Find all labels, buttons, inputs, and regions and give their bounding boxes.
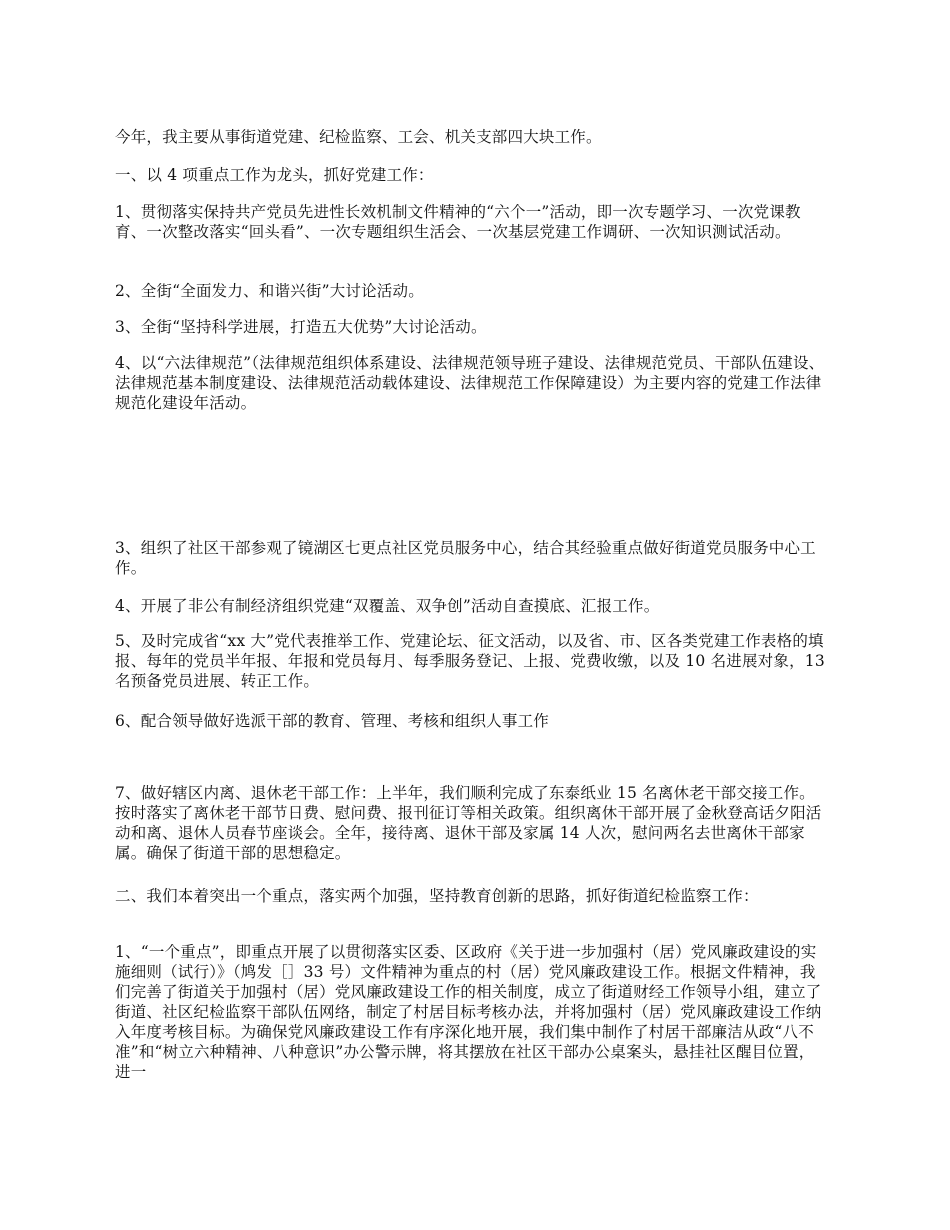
paragraph-item-7: 7、做好辖区内离、退休老干部工作：上半年，我们顺利完成了东泰纸业 15 名离休老干部交接工作。按时落实了离休老干部节日费、慰问费、报刊征订等相关政策。组织离休干部开展了金秋登高话夕阳活动和离、退休人员春节座谈会。全年，接待离、退休干部及家属 14 人次，慰问两名去世离休干部家属。确保了街道干部的思想稳定。 — [115, 784, 822, 862]
paragraph-item-3: 3、全街“坚持科学进展，打造五大优势”大讨论活动。 — [115, 318, 487, 336]
paragraph-discipline-item-1: 1、“一个重点”，即重点开展了以贯彻落实区委、区政府《关于进一步加强村（居）党风廉政建设的实施细则（试行）》（鸠发［］33 号）文件精神为重点的村（居）党风廉政建设工作。根据文件精神，我们完善了街道关于加强村（居）党风廉政建设工作的相关制度，成立了街道财经工作领导小组，建立了街道、社区纪检监察干部队伍网络，制定了村居目标考核办法，并将加强村（居）党风廉政建设工作纳入年度考核目标。为确保党风廉政建设工作有序深化地开展，我们集中制作了村居干部廉洁从政“八不准”和“树立六种精神、八种意识”办公警示牌，将其摆放在社区干部办公桌案头，悬挂社区醒目位置，进一 — [115, 943, 822, 1081]
paragraph-item-5: 5、及时完成省“xx 大”党代表推举工作、党建论坛、征文活动，以及省、市、区各类党建工作表格的填报、每年的党员半年报、年报和党员每月、每季服务登记、上报、党费收缴，以及 10 名进展对象，13 名预备党员进展、转正工作。 — [115, 632, 825, 690]
paragraph-item-3b: 3、组织了社区干部参观了镜湖区七更点社区党员服务中心，结合其经验重点做好街道党员服务中心工作。 — [115, 539, 816, 577]
section-heading-party-building: 一、以 4 项重点工作为龙头，抓好党建工作： — [115, 166, 434, 184]
paragraph-item-4b: 4、开展了非公有制经济组织党建“双覆盖、双争创”活动自查摸底、汇报工作。 — [115, 597, 660, 615]
paragraph-item-2: 2、全街“全面发力、和谐兴街”大讨论活动。 — [115, 282, 424, 300]
paragraph-item-1: 1、贯彻落实保持共产党员先进性长效机制文件精神的“六个一”活动，即一次专题学习、一次党课教育、一次整改落实“回头看”、一次专题组织生活会、一次基层党建工作调研、一次知识测试活动。 — [115, 203, 801, 241]
section-heading-discipline: 二、我们本着突出一个重点，落实两个加强，坚持教育创新的思路，抓好街道纪检监察工作： — [115, 887, 759, 905]
paragraph-item-4: 4、以“六法律规范”（法律规范组织体系建设、法律规范领导班子建设、法律规范党员、干部队伍建设、法律规范基本制度建设、法律规范活动载体建设、法律规范工作保障建设）为主要内容的党建工作法律规范化建设年活动。 — [115, 354, 825, 412]
paragraph-item-6: 6、配合领导做好选派干部的教育、管理、考核和组织人事工作 — [115, 712, 549, 730]
paragraph-intro: 今年，我主要从事街道党建、纪检监察、工会、机关支部四大块工作。 — [115, 128, 602, 146]
